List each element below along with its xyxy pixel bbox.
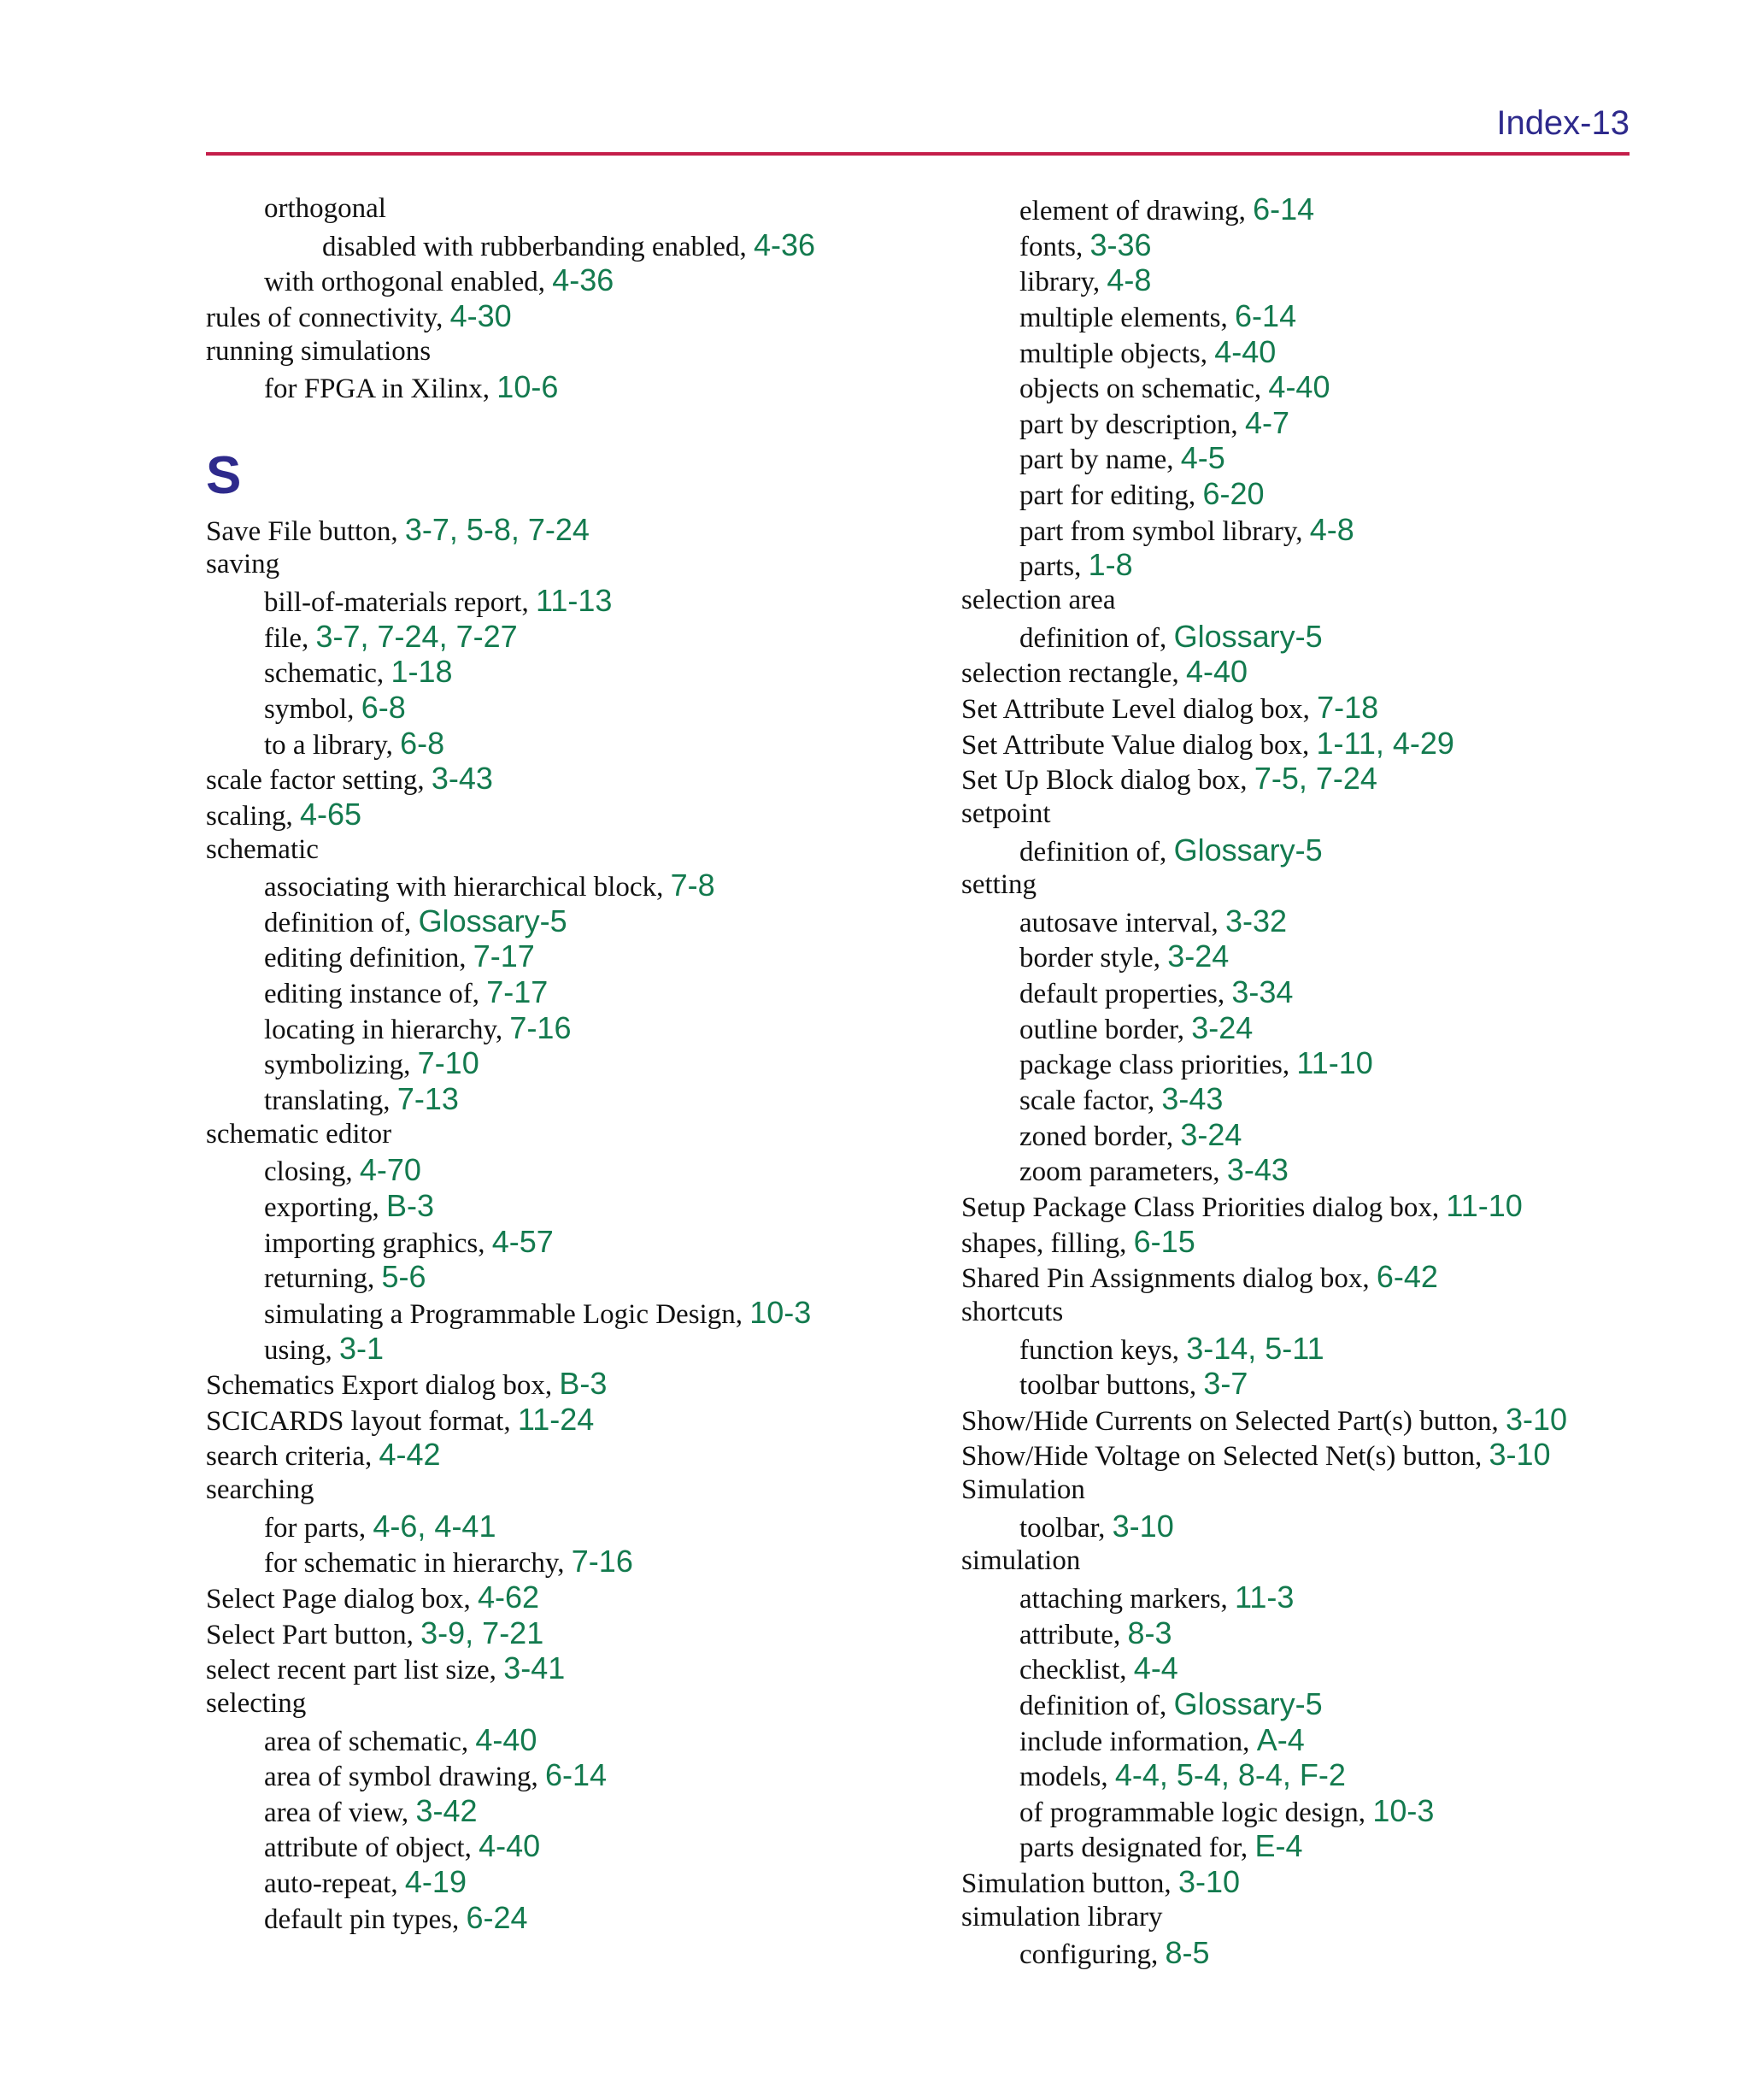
index-term: disabled with rubberbanding enabled, [322, 231, 754, 262]
index-entry [961, 1900, 1645, 1936]
index-term: Save File button, [206, 515, 405, 547]
page-reference[interactable]: 3-14, 5-11 [1186, 1330, 1324, 1366]
page-reference[interactable]: 8-5 [1165, 1935, 1210, 1971]
index-term: element of drawing, [1019, 196, 1254, 226]
page-reference[interactable]: 1-11, 4-29 [1316, 725, 1454, 761]
index-entry [961, 1722, 1645, 1758]
page-reference[interactable]: 4-40 [1185, 654, 1248, 690]
index-term: for parts, [264, 1512, 373, 1544]
page-reference[interactable]: 3-10 [1112, 1508, 1174, 1544]
index-entry [206, 227, 941, 263]
index-term: Schematics Export dialog box, [206, 1370, 560, 1402]
index-term: Show/Hide Voltage on Selected Net(s) button, [961, 1441, 1489, 1473]
index-term: objects on schematic, [1019, 374, 1269, 405]
index-term: package class priorities, [1019, 1050, 1297, 1081]
page-reference[interactable]: 11-10 [1296, 1045, 1373, 1081]
page-reference[interactable]: 4-8 [1309, 511, 1354, 547]
index-entry [961, 1793, 1645, 1829]
index-term: scale factor, [1019, 1085, 1162, 1117]
page-reference[interactable]: 4-40 [1268, 369, 1330, 405]
index-term: importing graphics, [264, 1227, 492, 1259]
index-entry [961, 690, 1645, 726]
index-entry [961, 1864, 1645, 1900]
index-entry [206, 1864, 941, 1900]
index-entry [206, 832, 941, 868]
index-term: shortcuts [961, 1296, 1064, 1327]
index-term: with orthogonal enabled, [264, 267, 553, 298]
index-entry [206, 1152, 941, 1188]
index-term: editing instance of, [264, 979, 487, 1010]
index-term: outline border, [1019, 1014, 1192, 1045]
index-term: running simulations [206, 335, 432, 367]
page-header [206, 103, 1630, 156]
index-entry [961, 726, 1645, 762]
index-term: attribute, [1019, 1619, 1128, 1650]
index-entry [961, 1579, 1645, 1615]
page-reference[interactable]: 3-43 [431, 761, 493, 797]
index-term: Setup Package Class Priorities dialog box, [961, 1191, 1447, 1223]
page-reference[interactable]: 1-18 [391, 654, 453, 690]
page-reference[interactable]: 7-5, 7-24 [1254, 761, 1377, 797]
page-reference[interactable]: 4-6, 4-41 [373, 1508, 496, 1544]
index-term: library, [1019, 267, 1107, 298]
page-reference[interactable]: 7-13 [396, 1081, 459, 1117]
index-entry [961, 1117, 1645, 1153]
index-term: selecting [206, 1687, 307, 1719]
index-entry [961, 1081, 1645, 1117]
page-reference[interactable]: 3-36 [1089, 226, 1152, 262]
index-entry [961, 1224, 1645, 1260]
index-entry [961, 1828, 1645, 1864]
index-term: definition of, [1019, 836, 1174, 868]
page-reference[interactable]: 3-7 [1203, 1366, 1248, 1402]
index-term: saving [206, 549, 280, 580]
index-entry [961, 1437, 1645, 1473]
index-term: for schematic in hierarchy, [264, 1548, 572, 1579]
page-reference[interactable]: Glossary-5 [1173, 1685, 1323, 1721]
index-term: fonts, [1019, 231, 1090, 262]
index-entry [961, 1615, 1645, 1651]
index-term: auto-repeat, [264, 1868, 405, 1900]
page-reference[interactable]: 4-42 [379, 1437, 441, 1473]
index-entry [206, 1295, 941, 1331]
index-term: definition of, [264, 907, 419, 938]
page-reference[interactable]: 6-15 [1133, 1223, 1195, 1259]
index-entry [206, 974, 941, 1010]
page-reference[interactable]: 6-14 [545, 1757, 608, 1793]
index-term: scaling, [206, 800, 300, 832]
index-term: area of symbol drawing, [264, 1762, 545, 1793]
index-entry [961, 1686, 1645, 1722]
index-term: schematic editor [206, 1118, 392, 1150]
page-reference[interactable]: 7-16 [509, 1009, 572, 1045]
index-term: part by description, [1019, 409, 1245, 440]
index-entry [206, 868, 941, 903]
index-term: simulation library [961, 1901, 1163, 1932]
index-entry [961, 547, 1645, 583]
index-term: Simulation button, [961, 1868, 1178, 1900]
page-reference[interactable]: 4-5 [1180, 440, 1225, 476]
index-entry [206, 1259, 941, 1295]
page-reference[interactable]: 4-65 [299, 796, 362, 832]
page-reference[interactable]: B-3 [559, 1366, 608, 1402]
index-term: searching [206, 1474, 314, 1506]
index-entry [961, 1509, 1645, 1544]
index-term: Set Attribute Value dialog box, [961, 729, 1317, 761]
index-term: include information, [1019, 1726, 1257, 1757]
index-term: setpoint [961, 797, 1051, 829]
index-term: autosave interval, [1019, 907, 1225, 938]
page-reference[interactable]: A-4 [1256, 1721, 1305, 1757]
index-entry [206, 1757, 941, 1793]
page-reference[interactable]: 3-7, 5-8, 7-24 [404, 511, 590, 547]
index-term: rules of connectivity, [206, 302, 450, 333]
index-entry [961, 1045, 1645, 1081]
index-entry [206, 619, 941, 655]
index-entry [206, 1828, 941, 1864]
index-entry [206, 797, 941, 832]
index-entry [961, 1259, 1645, 1295]
index-term: simulation [961, 1545, 1081, 1577]
index-entry [206, 938, 941, 974]
index-term: simulating a Programmable Logic Design, [264, 1298, 750, 1330]
index-entry [961, 1757, 1645, 1793]
index-entry [961, 654, 1645, 690]
index-term: bill-of-materials report, [264, 587, 536, 619]
page-reference[interactable]: 7-16 [571, 1544, 633, 1579]
index-term: definition of, [1019, 1690, 1174, 1721]
index-entry [961, 619, 1645, 655]
index-term: returning, [264, 1263, 382, 1295]
page-reference[interactable]: 4-36 [753, 226, 816, 262]
index-term: function keys, [1019, 1334, 1187, 1366]
index-entry [961, 761, 1645, 797]
index-column-left [206, 191, 941, 1935]
index-entry [206, 1722, 941, 1758]
index-entry [961, 369, 1645, 405]
index-entry [961, 1152, 1645, 1188]
page-reference[interactable]: 4-4, 5-4, 8-4, F-2 [1114, 1757, 1346, 1793]
index-term: selection rectangle, [961, 658, 1186, 690]
index-entry [206, 1473, 941, 1509]
index-term: scale factor setting, [206, 765, 432, 797]
index-term: for FPGA in Xilinx, [264, 374, 497, 405]
page-reference[interactable]: 7-10 [417, 1045, 479, 1081]
index-entry [206, 512, 941, 548]
page-reference[interactable]: 3-43 [1161, 1081, 1224, 1117]
index-entry [961, 512, 1645, 548]
page-reference[interactable]: 3-10 [1506, 1401, 1568, 1437]
index-entry [961, 868, 1645, 903]
index-column-right [961, 191, 1645, 1971]
page-reference[interactable]: 10-3 [749, 1294, 812, 1330]
index-entry [206, 1544, 941, 1579]
index-term: Select Part button, [206, 1619, 421, 1650]
index-term: exporting, [264, 1191, 386, 1223]
page-reference[interactable]: 3-24 [1180, 1116, 1242, 1152]
index-entry [961, 903, 1645, 939]
index-term: setting [961, 869, 1036, 901]
page-reference[interactable]: 10-3 [1372, 1792, 1435, 1828]
index-entry [206, 1117, 941, 1153]
index-entry [961, 262, 1645, 298]
page-reference[interactable]: Glossary-5 [418, 903, 567, 938]
index-entry [206, 903, 941, 939]
index-term: file, [264, 622, 316, 654]
index-entry [206, 334, 941, 370]
index-entry [961, 1402, 1645, 1438]
index-term: border style, [1019, 943, 1168, 974]
page-reference[interactable]: 4-40 [475, 1721, 537, 1757]
index-term: search criteria, [206, 1441, 379, 1473]
page-reference[interactable]: 6-42 [1376, 1259, 1438, 1295]
index-term: closing, [264, 1156, 360, 1188]
index-term: schematic, [264, 658, 391, 690]
index-entry [206, 1793, 941, 1829]
index-entry [961, 1010, 1645, 1046]
index-term: attaching markers, [1019, 1583, 1235, 1615]
page-reference[interactable]: 4-7 [1244, 404, 1289, 440]
index-entry [961, 832, 1645, 868]
page-reference[interactable]: 3-7, 7-24, 7-27 [315, 618, 518, 654]
page-reference[interactable]: 4-62 [478, 1579, 540, 1615]
index-term: checklist, [1019, 1655, 1134, 1686]
page-reference[interactable]: 6-20 [1202, 476, 1265, 512]
index-term: parts designated for, [1019, 1832, 1255, 1864]
page-reference[interactable]: 3-34 [1231, 974, 1294, 1010]
index-entry [206, 262, 941, 298]
index-term: Shared Pin Assignments dialog box, [961, 1263, 1377, 1295]
section-letter [206, 405, 941, 512]
index-entry [206, 1188, 941, 1224]
index-entry [961, 298, 1645, 334]
index-term: multiple objects, [1019, 338, 1215, 369]
page-reference[interactable]: 4-57 [491, 1223, 554, 1259]
index-term: shapes, filling, [961, 1227, 1134, 1259]
page-reference[interactable]: 11-13 [535, 583, 613, 619]
index-entry [206, 547, 941, 583]
index-entry [206, 191, 941, 227]
index-term: part for editing, [1019, 480, 1203, 512]
page-reference[interactable]: 4-36 [552, 262, 614, 298]
index-term: of programmable logic design, [1019, 1797, 1373, 1828]
index-entry [206, 1010, 941, 1046]
index-entry [206, 1224, 941, 1260]
index-entry [206, 1437, 941, 1473]
index-entry [961, 1650, 1645, 1686]
index-entry [206, 1686, 941, 1722]
index-term: using, [264, 1334, 340, 1366]
page-reference[interactable]: 11-10 [1446, 1187, 1523, 1223]
page-reference[interactable]: 4-4 [1133, 1650, 1178, 1686]
index-term: Show/Hide Currents on Selected Part(s) button, [961, 1405, 1506, 1437]
index-entry [206, 1081, 941, 1117]
index-entry [961, 583, 1645, 619]
index-entry [961, 405, 1645, 441]
index-term: part from symbol library, [1019, 515, 1310, 547]
page-reference[interactable]: 3-42 [415, 1792, 478, 1828]
index-entry [206, 1509, 941, 1544]
page-reference[interactable]: Glossary-5 [1173, 618, 1323, 654]
page-reference[interactable]: 1-8 [1088, 547, 1133, 583]
index-term: locating in hierarchy, [264, 1014, 510, 1045]
index-entry [961, 1295, 1645, 1331]
index-entry [961, 1188, 1645, 1224]
index-term: default pin types, [264, 1903, 467, 1935]
page-reference[interactable]: 11-24 [517, 1401, 595, 1437]
index-entry [961, 476, 1645, 512]
page-reference[interactable]: 4-8 [1107, 262, 1152, 298]
index-term: default properties, [1019, 979, 1232, 1010]
index-entry [206, 726, 941, 762]
index-entry [206, 690, 941, 726]
index-entry [961, 1544, 1645, 1579]
index-entry [206, 1615, 941, 1651]
index-entry [206, 761, 941, 797]
index-entry [961, 1331, 1645, 1367]
index-term: symbolizing, [264, 1050, 418, 1081]
page-reference[interactable]: 4-30 [449, 297, 512, 333]
index-term: Set Attribute Level dialog box, [961, 693, 1318, 725]
page-reference[interactable]: 5-6 [381, 1259, 426, 1295]
page-reference[interactable]: 3-24 [1167, 938, 1230, 974]
index-term: area of schematic, [264, 1726, 476, 1757]
index-term: associating with hierarchical block, [264, 872, 671, 903]
page-reference[interactable]: 7-17 [486, 974, 549, 1010]
page-reference[interactable]: 3-1 [339, 1330, 385, 1366]
page-reference[interactable]: 3-24 [1191, 1009, 1254, 1045]
index-entry [206, 654, 941, 690]
index-term: editing definition, [264, 943, 473, 974]
page-reference[interactable]: 6-8 [400, 725, 445, 761]
page-reference[interactable]: 4-40 [1214, 333, 1277, 369]
index-entry [206, 1366, 941, 1402]
index-term: parts, [1019, 551, 1089, 583]
index-entry [961, 227, 1645, 263]
index-entry [206, 583, 941, 619]
index-term: Select Page dialog box, [206, 1584, 479, 1615]
index-term: toolbar buttons, [1019, 1370, 1204, 1402]
index-term: Simulation [961, 1474, 1085, 1506]
index-term: part by name, [1019, 444, 1181, 476]
page-reference[interactable]: 7-18 [1317, 689, 1379, 725]
page-reference[interactable]: 3-43 [1226, 1152, 1289, 1188]
index-entry [206, 298, 941, 334]
index-term: translating, [264, 1085, 397, 1117]
page-reference[interactable]: 8-3 [1127, 1615, 1172, 1650]
index-term: configuring, [1019, 1939, 1166, 1971]
index-term: area of view, [264, 1797, 416, 1828]
page-reference[interactable]: 3-10 [1177, 1864, 1240, 1900]
page-number: Index-13 [1496, 104, 1630, 142]
page-reference[interactable]: B-3 [385, 1187, 435, 1223]
page-reference[interactable]: 3-32 [1225, 903, 1288, 938]
index-term: select recent part list size, [206, 1655, 504, 1686]
index-term: schematic [206, 833, 319, 865]
index-term: toolbar, [1019, 1512, 1113, 1544]
index-term: selection area [961, 585, 1116, 616]
index-entry [961, 1935, 1645, 1971]
index-entry [961, 1366, 1645, 1402]
page-reference[interactable]: 10-6 [496, 369, 559, 405]
index-entry [206, 1579, 941, 1615]
index-entry [206, 1650, 941, 1686]
page-reference[interactable]: 3-41 [503, 1650, 566, 1686]
index-entry [206, 1900, 941, 1936]
index-entry [961, 1473, 1645, 1509]
index-term: symbol, [264, 693, 361, 725]
section-letter-text: S [206, 446, 242, 506]
index-entry [206, 369, 941, 405]
index-term: SCICARDS layout format, [206, 1405, 518, 1437]
index-entry [961, 938, 1645, 974]
index-entry [961, 191, 1645, 227]
index-term: zoned border, [1019, 1121, 1181, 1152]
page-reference[interactable]: 3-9, 7-21 [420, 1615, 544, 1650]
index-term: attribute of object, [264, 1832, 479, 1864]
index-term: orthogonal [264, 193, 386, 224]
page-reference[interactable]: 6-8 [361, 689, 406, 725]
index-term: to a library, [264, 729, 401, 761]
index-entry [961, 974, 1645, 1010]
page-reference[interactable]: 3-10 [1489, 1437, 1551, 1473]
page-reference[interactable]: 6-24 [466, 1899, 528, 1935]
page-reference[interactable]: 7-17 [473, 938, 535, 974]
page-reference[interactable]: 4-40 [479, 1828, 541, 1864]
index-term: multiple elements, [1019, 302, 1236, 333]
page-reference[interactable]: 4-70 [359, 1152, 421, 1188]
page-reference[interactable]: 6-14 [1235, 297, 1297, 333]
index-term: Set Up Block dialog box, [961, 765, 1254, 797]
index-term: zoom parameters, [1019, 1156, 1227, 1188]
index-entry [206, 1331, 941, 1367]
page-reference[interactable]: E-4 [1254, 1828, 1303, 1864]
page-reference[interactable]: Glossary-5 [1173, 832, 1323, 868]
page-reference[interactable]: 4-19 [404, 1864, 467, 1900]
index-entry [961, 440, 1645, 476]
page-reference[interactable]: 11-3 [1234, 1579, 1295, 1615]
index-entry [961, 797, 1645, 832]
page-reference[interactable]: 6-14 [1253, 191, 1315, 226]
index-term: definition of, [1019, 622, 1174, 654]
page-reference[interactable]: 7-8 [670, 868, 715, 903]
index-entry [206, 1045, 941, 1081]
index-term: models, [1019, 1762, 1115, 1793]
index-entry [961, 334, 1645, 370]
index-entry [206, 1402, 941, 1438]
